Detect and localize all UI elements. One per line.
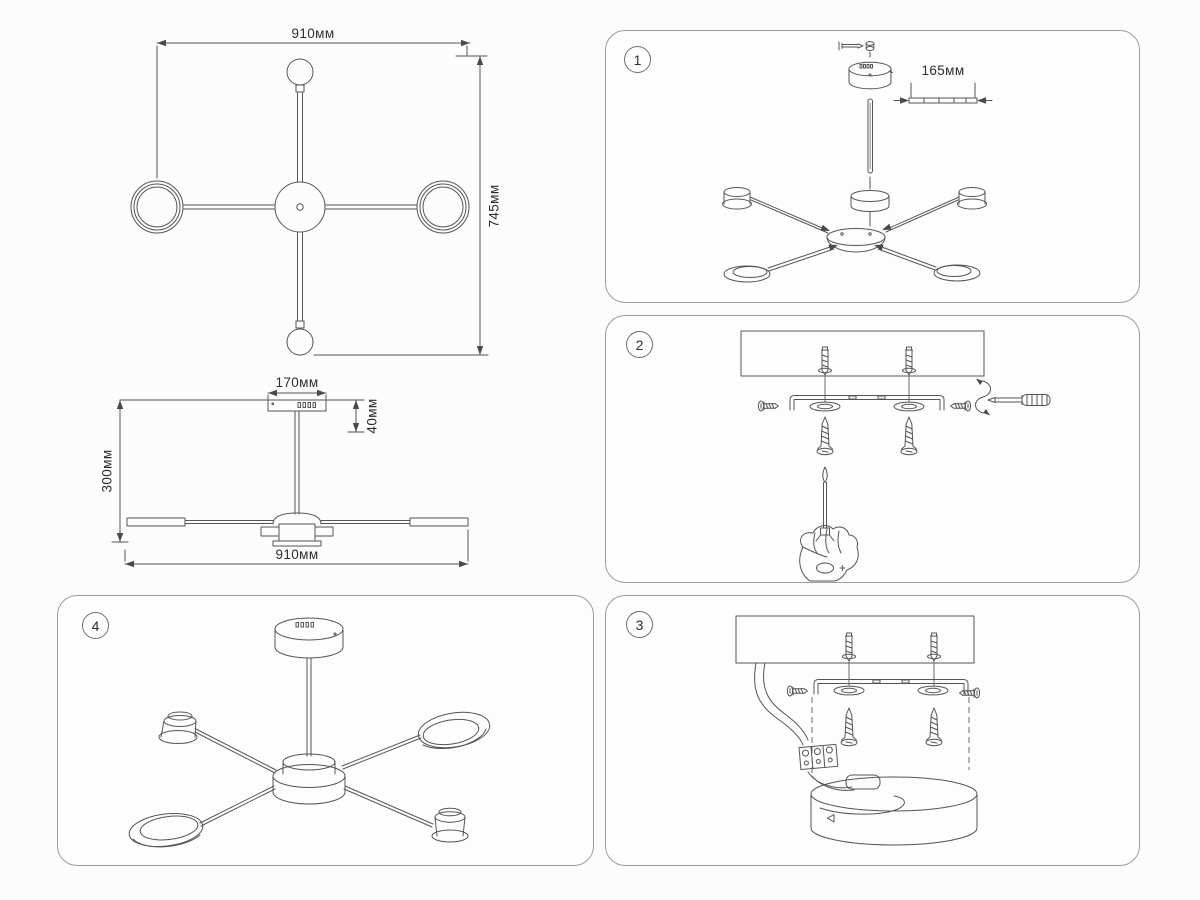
side-screw-icon (758, 401, 778, 411)
rotate-arrow-icon (976, 379, 991, 416)
lamp-arm-upper-right-icon (886, 188, 987, 233)
canopy-icon (849, 62, 893, 89)
side-screw-icon (960, 688, 980, 698)
lamp-arm-lower-left-icon (127, 786, 275, 850)
bracket-mounting-drawing (606, 316, 1141, 584)
side-screw-icon (951, 401, 971, 411)
screwdriver-in-hand-icon (800, 467, 859, 581)
mounting-bracket-icon (790, 396, 944, 411)
wall-anchor-icon (903, 347, 916, 375)
screwdriver-icon (988, 395, 1050, 406)
rod-icon (868, 99, 873, 189)
screw-and-nut-icon (839, 42, 874, 57)
bracket-length-label: 165мм (921, 63, 965, 78)
side-view-canopy-width-label: 170мм (275, 375, 319, 390)
screw-icon (901, 417, 917, 455)
lamp-arm-lower-right-icon (344, 786, 468, 842)
chandelier-top-view-icon (131, 59, 469, 355)
mains-cable-icon (755, 663, 808, 745)
side-view-width-label: 910мм (275, 547, 319, 562)
top-view-dimension-lines (157, 43, 488, 355)
wiring-drawing (606, 596, 1141, 867)
ceiling-icon (741, 331, 984, 376)
side-view-height-label: 300мм (99, 449, 115, 493)
assembly-direction-arrows (820, 224, 891, 251)
alignment-guides (849, 662, 934, 686)
mounting-bracket-icon (814, 680, 968, 695)
screw-icon (926, 708, 942, 746)
lamp-arm-upper-left-icon (159, 712, 276, 773)
side-view-dimension-lines (112, 393, 468, 564)
top-view-dimension-arrows (157, 40, 483, 355)
exploded-view-drawing (606, 31, 1141, 304)
step-panel-4 (57, 595, 594, 866)
side-screw-icon (787, 686, 807, 696)
screw-icon (817, 417, 833, 455)
alignment-guides (825, 376, 909, 402)
central-body-icon (273, 754, 345, 804)
lamp-arm-lower-left-icon (724, 246, 834, 282)
top-view-width-label: 910мм (291, 26, 335, 41)
wall-anchor-icon (819, 347, 832, 375)
mounting-bar-dimension (894, 83, 992, 103)
chandelier-side-view-icon (127, 400, 468, 546)
upper-cup-icon (851, 191, 889, 227)
screw-icon (841, 708, 857, 746)
side-view-canopy-height-label: 40мм (364, 398, 380, 434)
assembled-luminaire-drawing (58, 596, 595, 867)
top-view-drawing (90, 25, 510, 370)
wall-anchor-icon (843, 633, 856, 661)
step-panel-3 (605, 595, 1140, 866)
side-view-drawing (88, 372, 508, 577)
step-panel-2 (605, 315, 1140, 583)
dim-arrow-left (900, 97, 909, 103)
step-number: 1 (633, 51, 642, 68)
dim-arrow-right (977, 97, 986, 103)
lamp-arm-lower-right-icon (878, 246, 980, 281)
step-number: 4 (91, 617, 100, 634)
lamp-arm-upper-right-icon (342, 708, 492, 769)
terminal-block-icon (799, 744, 838, 769)
step-panel-1 (605, 30, 1140, 303)
lamp-arm-upper-left-icon (723, 188, 829, 234)
wall-anchor-icon (928, 633, 941, 661)
canopy-icon (275, 618, 343, 658)
top-view-height-label: 745мм (486, 184, 502, 228)
central-body-icon (827, 229, 885, 253)
step-number: 2 (635, 336, 644, 353)
step-number: 3 (635, 616, 644, 633)
stem-icon (307, 658, 311, 756)
